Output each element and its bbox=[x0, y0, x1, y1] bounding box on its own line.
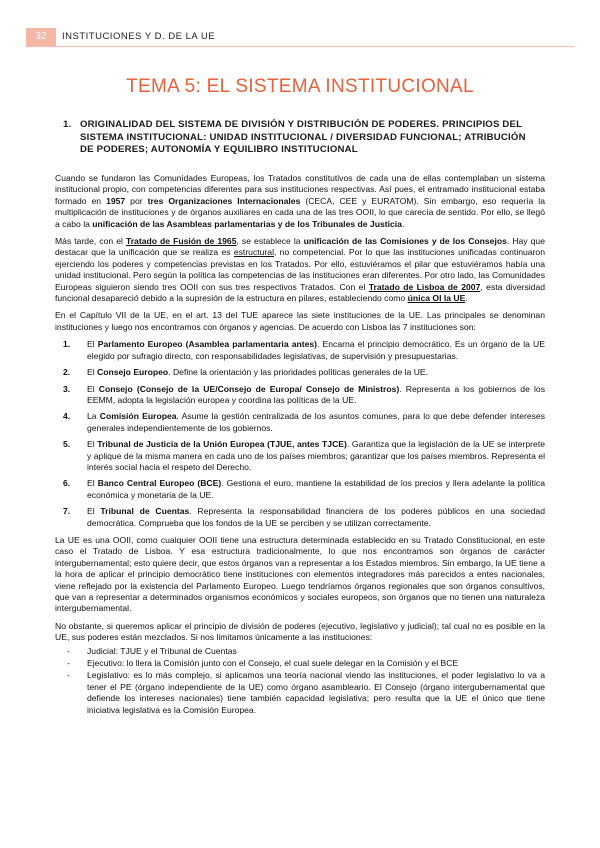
list-item bbox=[55, 439, 545, 473]
text: , esta diversidad funcional desapareció debido a la supresión de la estructura en pilares, estableciendo como bbox=[55, 281, 546, 304]
text: . bbox=[465, 293, 468, 304]
list-item: - Ejecutivo: lo llera la Comisión junto con el Consejo, el cual suele delegar en la Comisión y el BCE bbox=[55, 658, 545, 669]
text: El bbox=[87, 439, 98, 450]
list-number: 7. bbox=[63, 506, 71, 517]
text: . bbox=[401, 218, 405, 229]
emphasis: unificación de las Asambleas parlamentarias y de los Tribunales de Justicia bbox=[92, 218, 402, 229]
list-number: 4. bbox=[63, 411, 71, 422]
page-header bbox=[0, 28, 600, 46]
list-item bbox=[55, 411, 545, 434]
running-title: INSTITUCIONES Y D. DE LA UE bbox=[62, 31, 216, 42]
list-number: 5. bbox=[63, 439, 71, 450]
list-item bbox=[55, 384, 545, 407]
text: El bbox=[87, 383, 99, 394]
list-number: 6. bbox=[63, 478, 71, 489]
emphasis: 1957 bbox=[106, 195, 126, 206]
paragraph-3: En el Capítulo VII de la UE, en el art. 13 del TUE aparece las siete instituciones de la UE. Las principales se denominan instituciones y luego nos encontramos con órganos y agencias. De acuerdo con Lisboa las 7 instituciones son: bbox=[55, 310, 545, 332]
header-divider bbox=[26, 46, 574, 47]
text: , se establece la bbox=[236, 236, 304, 247]
text: El bbox=[87, 478, 98, 489]
powers-list bbox=[55, 646, 545, 716]
institution-name: Comisión Europea bbox=[99, 411, 177, 422]
text: . Encarna el principio democrático. Es un órgano de la UE elegido por sufragio directo, con responsabilidades legislativas, de supervisión y presupuestarias. bbox=[87, 339, 545, 361]
section-number: 1. bbox=[63, 119, 72, 130]
list-item: - Legislativo: es lo más complejo, si aplicamos una teoría nacional viendo las instituciones, el poder legislativo lo va a tener el PE (órgano independiente de la UE) como órgano asambleario. El Consejo (órgano intergubernamental que defiende los intereses nacionales) tiene también capacidad legislativa; pero resulta que la UE el único que tiene iniciativa legislativa es la Comisión Europea. bbox=[55, 670, 545, 716]
emphasis: única OI la UE bbox=[407, 293, 466, 304]
text: Cuando se fundaron las Comunidades Europeas, los Tratados constitutivos de cada una de ellas contemplaban un sistema institucional propio, con competencias diferentes para sus instituciones respectivas. Así pues, el entramado institucional estaba formado en bbox=[55, 173, 545, 206]
institutions-list bbox=[55, 339, 545, 529]
institution-name: Tribunal de Cuentas bbox=[100, 506, 190, 517]
institution-name: Consejo (Consejo de la UE/Consejo de Europa/ Consejo de Ministros) bbox=[98, 383, 400, 394]
institution-name: Parlamento Europeo (Asamblea parlamentaria antes) bbox=[97, 339, 318, 350]
text: por bbox=[125, 195, 148, 206]
text: . Representa la responsabilidad financiera de los poderes públicos en una sociedad democrática. Comprueba que los fondos de la UE se perciben y se utilizan correctamente. bbox=[87, 506, 545, 528]
paragraph-2 bbox=[55, 236, 545, 304]
emphasis: Tratado de Fusión de 1965 bbox=[125, 236, 237, 247]
section-heading bbox=[63, 119, 535, 157]
text: . Hay que destacar que la unificación que se realiza es bbox=[55, 236, 545, 258]
list-number: 2. bbox=[63, 367, 71, 378]
text: . Representa a los gobiernos de los EEMM, adopta la legislación europea y coordina las políticas de la UE. bbox=[87, 383, 545, 405]
list-number: 3. bbox=[63, 383, 71, 394]
text: , no competencial. Por lo que las instituciones unificadas continuaron ejerciendo los poderes y competencias previstas en los Tratados. Por ello, estuviéramos el pilar que estuviéramos había una unidad institucional. Pero según la política las competencias de las instituciones eran diferentes. Por otro lado, las Comunidades Europeas siguieron siendo tres OOII con sus tres respectivos Tratados. Con el bbox=[55, 247, 545, 292]
paragraph-1 bbox=[55, 173, 545, 230]
text: El bbox=[87, 367, 98, 378]
list-item bbox=[55, 367, 545, 378]
text: (CECA, CEE y EURATOM). Sin embargo, eso requería la multiplicación de instituciones y de órganos auxiliares en cada una de las tres OOII, lo que carecía de sentido. Por ello, se llegó a cabo la bbox=[55, 195, 545, 229]
emphasis: unificación de las Comisiones y de los Consejos bbox=[303, 236, 507, 247]
list-item bbox=[55, 506, 545, 529]
page-title: TEMA 5: EL SISTEMA INSTITUCIONAL bbox=[126, 76, 474, 97]
paragraph-5: No obstante, si queremos aplicar el principio de división de poderes (ejecutivo, legislativo y judicial); tal cual no es posible en la UE, sus poderes están mezclados. Si nos limitamos únicamente a las instituciones: bbox=[55, 620, 545, 643]
page-number: 32 bbox=[26, 28, 56, 46]
institution-name: Consejo Europeo bbox=[97, 367, 169, 378]
list-item bbox=[55, 478, 545, 501]
institution-name: Banco Central Europeo (BCE) bbox=[97, 478, 222, 489]
text: El bbox=[87, 339, 98, 350]
text: . Define la orientación y las prioridades políticas generales de la UE. bbox=[168, 367, 429, 378]
emphasis: Tratado de Lisboa de 2007 bbox=[368, 281, 481, 292]
text: . Garantiza que la legislación de la UE se interprete y aplique de la misma manera en cada uno de los países miembros; garantizar que los países miembros. Representa el interés social hacia el respeto del Derecho. bbox=[87, 439, 545, 472]
text: El bbox=[87, 506, 101, 517]
text: . Gestiona el euro, mantiene la estabilidad de los precios y llera adelante la política económica y monetaria de la UE. bbox=[87, 478, 545, 500]
section-heading-text: ORIGINALIDAD DEL SISTEMA DE DIVISIÓN Y DISTRIBUCIÓN DE PODERES. PRINCIPIOS DEL SISTEMA INSTITUCIONAL: UNIDAD INSTITUCIONAL / DIVERSIDAD FUNCIONAL; ATRIBUCIÓN DE PODERES; AUTONOMÍA Y EQUILIBRO INSTITUCIONAL bbox=[80, 119, 526, 155]
list-item: - Judicial: TJUE y el Tribunal de Cuentas bbox=[55, 646, 545, 657]
emphasis: tres Organizaciones Internacionales bbox=[147, 195, 301, 206]
text: . Asume la gestión centralizada de los asuntos comunes, para lo que debe defender intereses generales independientemente de los gobiernos. bbox=[87, 411, 545, 433]
body-content bbox=[55, 173, 545, 717]
list-item bbox=[55, 339, 545, 362]
underlined-text: estructural bbox=[233, 247, 274, 258]
text: Más tarde, con el bbox=[55, 236, 126, 247]
paragraph-4: La UE es una OOII, como cualquier OOII tiene una estructura determinada establecido en su Tratado Constitucional, en este caso el Tratado de Lisboa. Y esa estructura tradicionalmente, lo que nos encontramos son órganos de carácter intergubernamental; esto quiere decir, que estos órganos van a representar a los Estados miembros. Sin embargo, la UE tiene a la hora de aplicar el principio democrático tiene instituciones con elementos integradores más parecidos a entes nacionales, viene reflejado por la existencia del Parlamento Europeo. Luego tendríamos órganos regionales que son órganos consultivos, que van a representar a determinados organismos económicos y sociales europeos, son órganos que no tienen una naturaleza intergubernamental. bbox=[55, 534, 545, 614]
institution-name: Tribunal de Justicia de la Unión Europea (TJUE, antes TJCE) bbox=[97, 439, 347, 450]
text: La bbox=[87, 411, 100, 422]
list-number: 1. bbox=[63, 339, 71, 350]
